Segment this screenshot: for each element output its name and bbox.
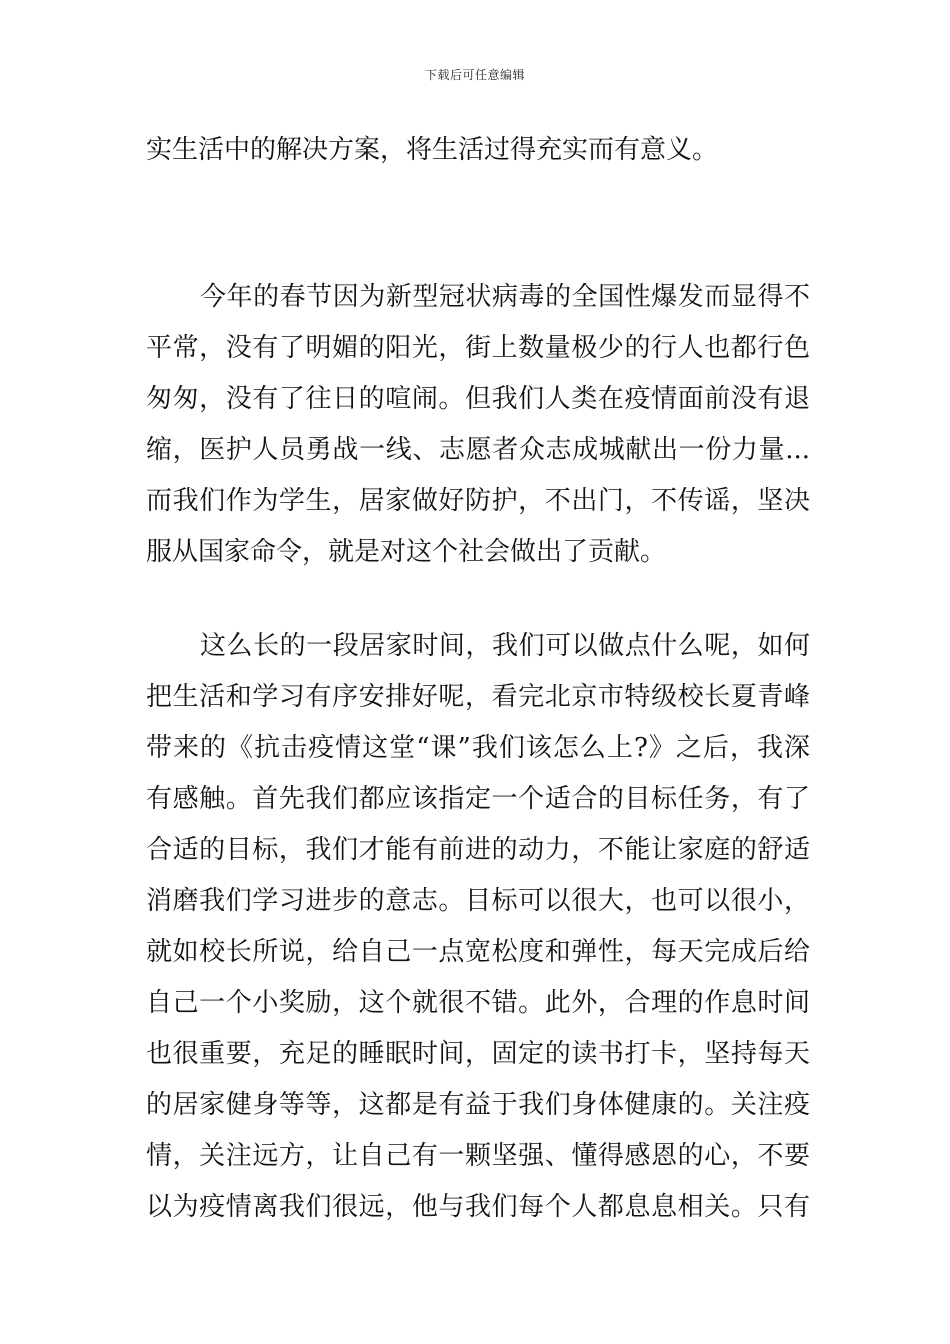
text-line: 今年的春节因为新型冠状病毒的全国性爆发而显得不 — [200, 282, 810, 312]
text-line: 把生活和学习有序安排好呢，看完北京市特级校长夏青峰 — [146, 682, 810, 712]
text-line: 平常，没有了明媚的阳光，街上数量极少的行人也都行色 — [146, 333, 810, 363]
text-line: 这么长的一段居家时间，我们可以做点什么呢，如何 — [200, 631, 810, 661]
text-line: 也很重要，充足的睡眠时间，固定的读书打卡，坚持每天 — [146, 1039, 810, 1069]
text-line: 自己一个小奖励，这个就很不错。此外，合理的作息时间 — [146, 988, 810, 1018]
text-line: 缩，医护人员勇战一线、志愿者众志成城献出一份力量... — [146, 435, 810, 465]
text-line: 而我们作为学生，居家做好防护，不出门，不传谣，坚决 — [146, 486, 810, 516]
text-line: 服从国家命令，就是对这个社会做出了贡献。 — [146, 537, 667, 567]
text-line: 有感触。首先我们都应该指定一个适合的目标任务，有了 — [146, 784, 810, 814]
text-line: 就如校长所说，给自己一点宽松度和弹性，每天完成后给 — [146, 937, 810, 967]
text-line: 情，关注远方，让自己有一颗坚强、懂得感恩的心，不要 — [146, 1141, 810, 1171]
text-line: 消磨我们学习进步的意志。目标可以很大，也可以很小， — [146, 886, 810, 916]
header-note: 下载后可任意编辑 — [424, 68, 525, 82]
text-line: 带来的《抗击疫情这堂“课”我们该怎么上?》之后，我深 — [146, 733, 810, 763]
text-line: 合适的目标，我们才能有前进的动力，不能让家庭的舒适 — [146, 835, 810, 865]
text-line: 匆匆，没有了往日的喧闹。但我们人类在疫情面前没有退 — [146, 384, 810, 414]
text-line: 的居家健身等等，这都是有益于我们身体健康的。关注疫 — [146, 1090, 810, 1120]
text-line: 以为疫情离我们很远，他与我们每个人都息息相关。只有 — [146, 1192, 810, 1222]
text-line: 实生活中的解决方案，将生活过得充实而有意义。 — [146, 135, 719, 165]
